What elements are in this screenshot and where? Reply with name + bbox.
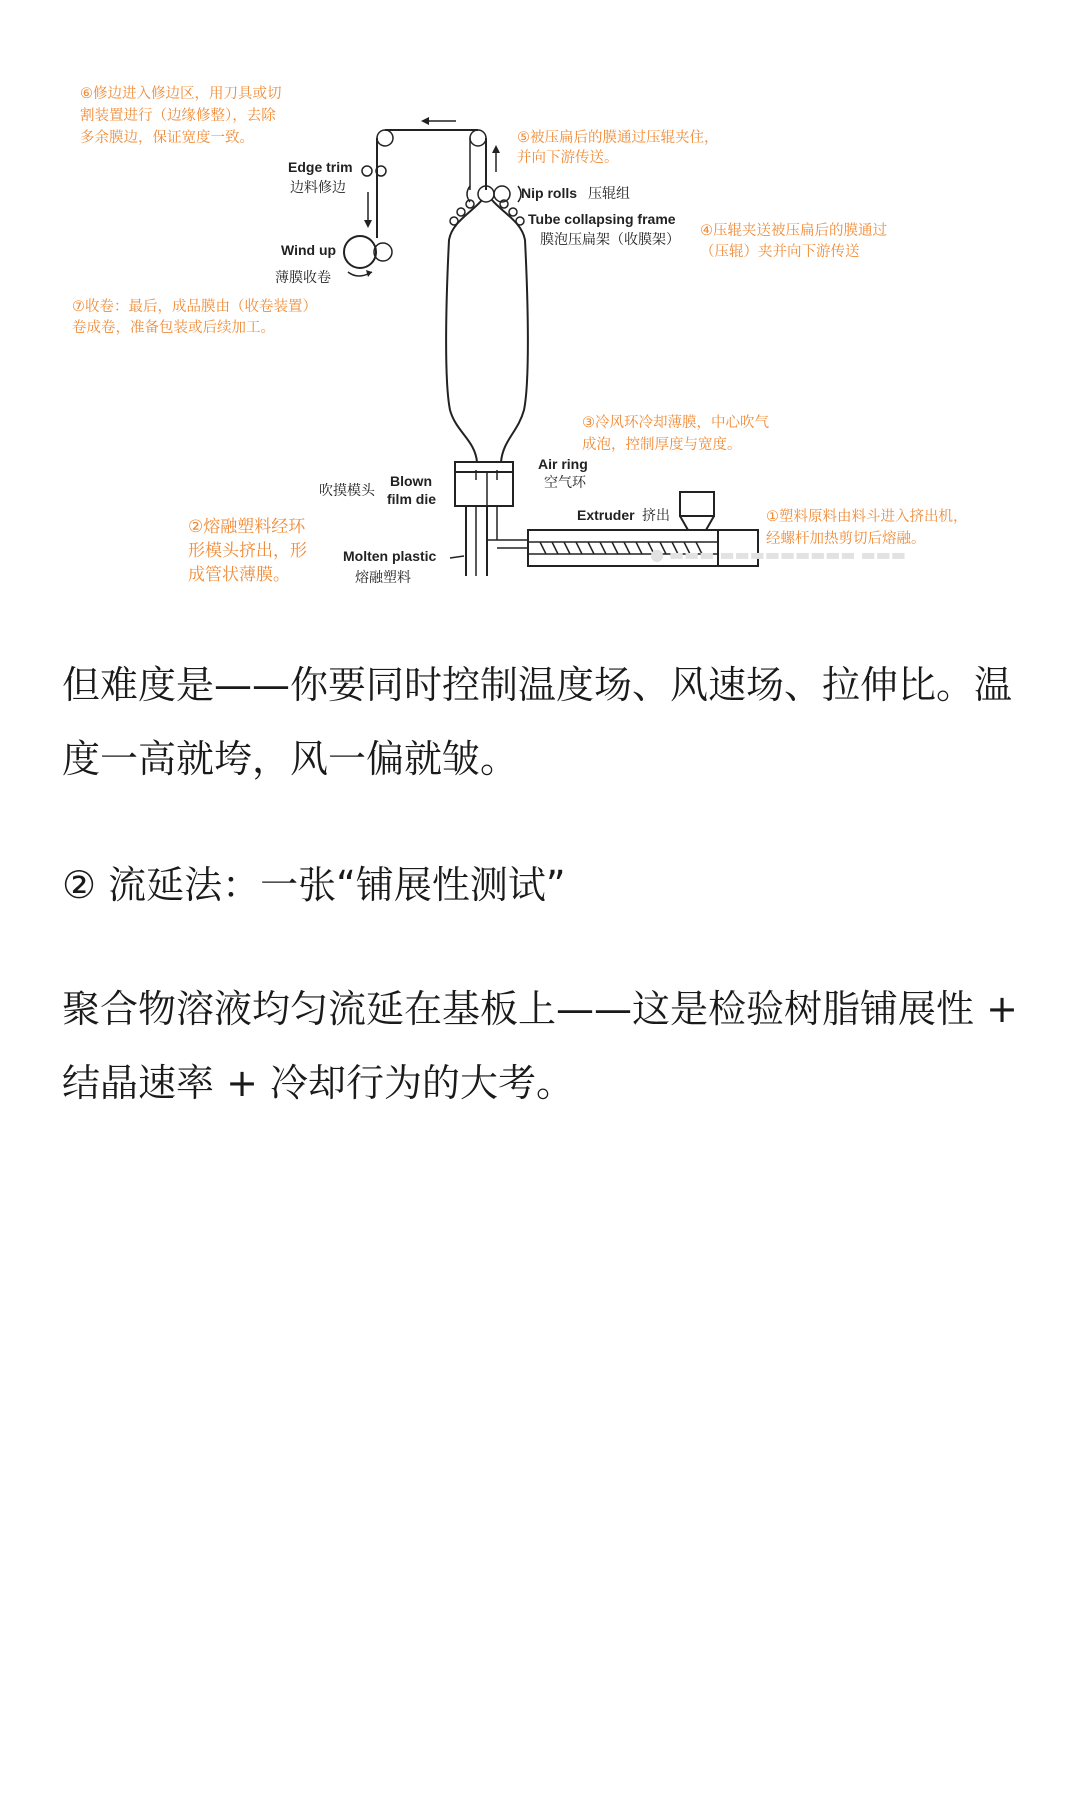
extruder-en: Extruder xyxy=(577,507,635,523)
note-5-line-1: ⑤被压扁后的膜通过压辊夹住， xyxy=(517,130,719,146)
note-4-line-2: （压辊）夹并向下游传送 xyxy=(700,244,860,260)
edge-trim-en: Edge trim xyxy=(288,159,353,175)
wind-up-en: Wind up xyxy=(281,242,337,258)
wind-up-roll xyxy=(344,236,392,277)
molten-en: Molten plastic xyxy=(343,548,437,564)
blown-film-diagram xyxy=(0,0,1080,600)
note-3-line-2: 成泡，控制厚度与宽度。 xyxy=(582,437,742,453)
note-1-line-2: 经螺杆加热剪切后熔融。 xyxy=(766,531,926,547)
molten-zh: 熔融塑料 xyxy=(355,570,411,586)
note-3-line-1: ③冷风环冷却薄膜，中心吹气 xyxy=(582,415,769,431)
nip-rolls xyxy=(467,186,521,202)
paragraph-difficulty: 但难度是——你要同时控制温度场、风速场、拉伸比。温度一高就垮，风一偏就皱。 xyxy=(62,663,1013,781)
watermark: ● ▬▬▬ ▬▬▬▬▬▬▬▬▬ ▬▬▬ xyxy=(650,545,906,564)
tube-frame-zh: 膜泡压扁架（收膜架） xyxy=(540,232,680,248)
note-2-line-1: ②熔融塑料经环 xyxy=(188,517,306,537)
edge-trim-zh: 边料修边 xyxy=(290,180,346,196)
air-ring-zh: 空气环 xyxy=(544,475,586,491)
tube-frame-en: Tube collapsing frame xyxy=(528,211,676,227)
note-6-line-3: 多余膜边，保证宽度一致。 xyxy=(80,130,254,146)
note-5-line-2: 并向下游传送。 xyxy=(517,150,619,166)
nip-rolls-zh: 压辊组 xyxy=(588,186,630,202)
note-4-line-1: ④压辊夹送被压扁后的膜通过 xyxy=(700,223,887,239)
blown-die-en-1: Blown xyxy=(390,473,432,489)
nip-rolls-en: Nip rolls xyxy=(521,185,578,201)
note-1-line-1: ①塑料原料由料斗进入挤出机， xyxy=(766,509,968,525)
note-6-line-1: ⑥修边进入修边区，用刀具或切 xyxy=(80,86,282,102)
blown-film-die xyxy=(450,462,528,576)
blown-die-zh: 吹摸模头 xyxy=(319,483,375,499)
note-7-line-1: ⑦收卷：最后，成品膜由（收卷装置） xyxy=(72,299,317,315)
note-2-line-3: 成管状薄膜。 xyxy=(188,565,290,585)
note-2-line-2: 形模头挤出，形 xyxy=(188,541,307,561)
blown-die-en-2: film die xyxy=(387,491,437,507)
note-7-line-2: 卷成卷，准备包装或后续加工。 xyxy=(72,320,275,336)
wind-up-zh: 薄膜收卷 xyxy=(275,270,331,286)
film-path xyxy=(362,117,500,238)
film-bubble xyxy=(446,200,528,462)
air-ring-en: Air ring xyxy=(538,456,588,472)
section-heading-casting: ② 流延法：一张“铺展性测试” xyxy=(62,863,566,907)
extruder-zh: 挤出 xyxy=(642,508,670,524)
paragraph-casting: 聚合物溶液均匀流延在基板上——这是检验树脂铺展性 + 结晶速率 + 冷却行为的大考。 xyxy=(62,987,1018,1105)
note-6-line-2: 割装置进行（边缘修整），去除 xyxy=(80,108,276,124)
